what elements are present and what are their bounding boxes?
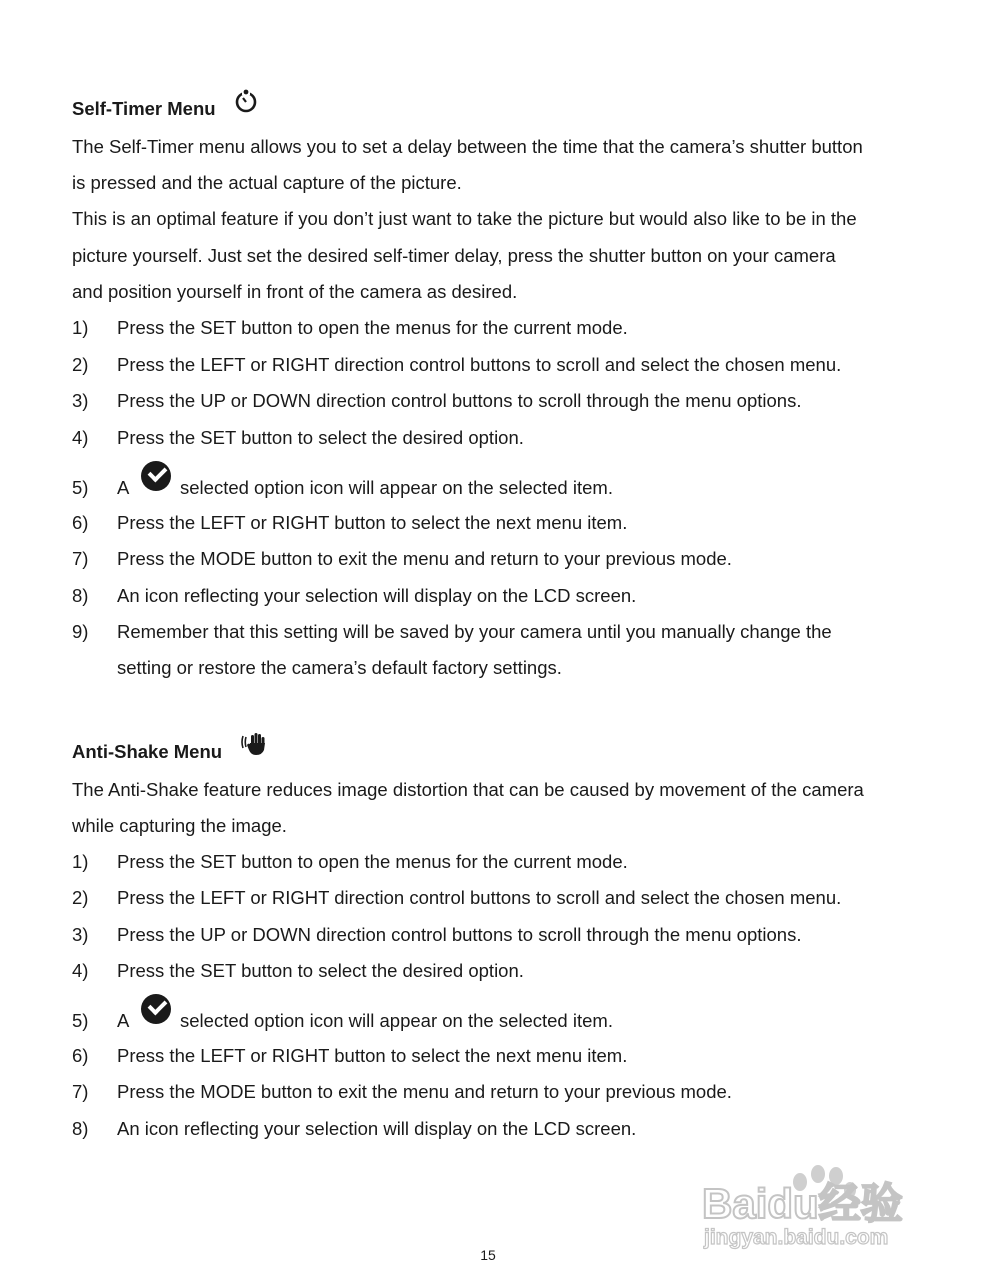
list-item — [0, 924, 989, 946]
step-number: 9) — [72, 621, 89, 642]
list-item — [0, 585, 989, 607]
list-item — [0, 1081, 989, 1103]
step-prefix: A — [117, 477, 130, 498]
step-number: 5) — [72, 477, 89, 498]
list-item — [0, 390, 989, 412]
step-number: 2) — [72, 354, 89, 375]
step-prefix: A — [117, 1010, 130, 1031]
step-text: Press the LEFT or RIGHT direction control buttons to scroll and select the chosen menu. — [117, 354, 842, 375]
step-number: 1) — [72, 851, 89, 872]
list-item — [0, 851, 989, 873]
list-item — [0, 548, 989, 570]
step-number: 3) — [72, 390, 89, 411]
list-item — [0, 621, 989, 643]
checkmark-icon — [141, 461, 171, 491]
step-text: An icon reflecting your selection will display on the LCD screen. — [117, 1118, 637, 1139]
list-item — [0, 477, 989, 499]
watermark-main: Baidu经验 — [702, 1180, 903, 1227]
step-text: Press the SET button to open the menus for the current mode. — [117, 317, 628, 338]
step-text: Press the SET button to open the menus for the current mode. — [117, 851, 628, 872]
step-text: selected option icon will appear on the selected item. — [180, 477, 613, 498]
anti-shake-heading: Anti-Shake Menu — [72, 741, 223, 762]
anti-shake-intro-line: while capturing the image. — [72, 815, 287, 836]
self-timer-intro-line: is pressed and the actual capture of the picture. — [72, 172, 462, 193]
checkmark-icon — [141, 994, 171, 1024]
list-item — [0, 1118, 989, 1140]
step-text: Press the LEFT or RIGHT direction control buttons to scroll and select the chosen menu. — [117, 887, 842, 908]
watermark-url: jingyan.baidu.com — [704, 1226, 889, 1249]
step-number: 3) — [72, 924, 89, 945]
self-timer-heading: Self-Timer Menu — [72, 98, 216, 119]
list-item — [0, 317, 989, 339]
self-timer-intro-line: and position yourself in front of the camera as desired. — [72, 281, 518, 302]
step-number: 1) — [72, 317, 89, 338]
step-text: Press the UP or DOWN direction control buttons to scroll through the menu options. — [117, 924, 802, 945]
step-text: An icon reflecting your selection will display on the LCD screen. — [117, 585, 637, 606]
step-number: 6) — [72, 512, 89, 533]
self-timer-intro-line: This is an optimal feature if you don’t just want to take the picture but would also like to be in the — [72, 208, 857, 229]
step-number: 6) — [72, 1045, 89, 1066]
baidu-watermark — [700, 1160, 935, 1250]
self-timer-intro-line: picture yourself. Just set the desired self-timer delay, press the shutter button on your camera — [72, 245, 836, 266]
step-number: 7) — [72, 548, 89, 569]
step-number: 4) — [72, 960, 89, 981]
anti-shake-hand-icon — [240, 731, 268, 757]
list-item — [0, 512, 989, 534]
step-number: 7) — [72, 1081, 89, 1102]
list-item — [0, 427, 989, 449]
self-timer-icon — [233, 88, 259, 114]
step-number: 8) — [72, 1118, 89, 1139]
list-item — [0, 960, 989, 982]
step-text: Press the LEFT or RIGHT button to select the next menu item. — [117, 512, 628, 533]
step-text: Press the SET button to select the desired option. — [117, 960, 524, 981]
list-item — [0, 887, 989, 909]
step-number: 4) — [72, 427, 89, 448]
step-number: 2) — [72, 887, 89, 908]
list-item — [0, 1010, 989, 1032]
step-text: Press the LEFT or RIGHT button to select the next menu item. — [117, 1045, 628, 1066]
step-text: Press the MODE button to exit the menu and return to your previous mode. — [117, 548, 732, 569]
step-text: selected option icon will appear on the selected item. — [180, 1010, 613, 1031]
step-text-continued: setting or restore the camera’s default factory settings. — [117, 657, 562, 678]
self-timer-intro-line: The Self-Timer menu allows you to set a delay between the time that the camera’s shutter button — [72, 136, 863, 157]
step-text: Press the UP or DOWN direction control buttons to scroll through the menu options. — [117, 390, 802, 411]
step-text: Press the SET button to select the desired option. — [117, 427, 524, 448]
step-text: Remember that this setting will be saved by your camera until you manually change the — [117, 621, 832, 642]
list-item — [0, 1045, 989, 1067]
step-number: 8) — [72, 585, 89, 606]
list-item — [0, 354, 989, 376]
anti-shake-intro-line: The Anti-Shake feature reduces image distortion that can be caused by movement of the camera — [72, 779, 864, 800]
page-number: 15 — [480, 1247, 496, 1263]
step-number: 5) — [72, 1010, 89, 1031]
step-text: Press the MODE button to exit the menu and return to your previous mode. — [117, 1081, 732, 1102]
